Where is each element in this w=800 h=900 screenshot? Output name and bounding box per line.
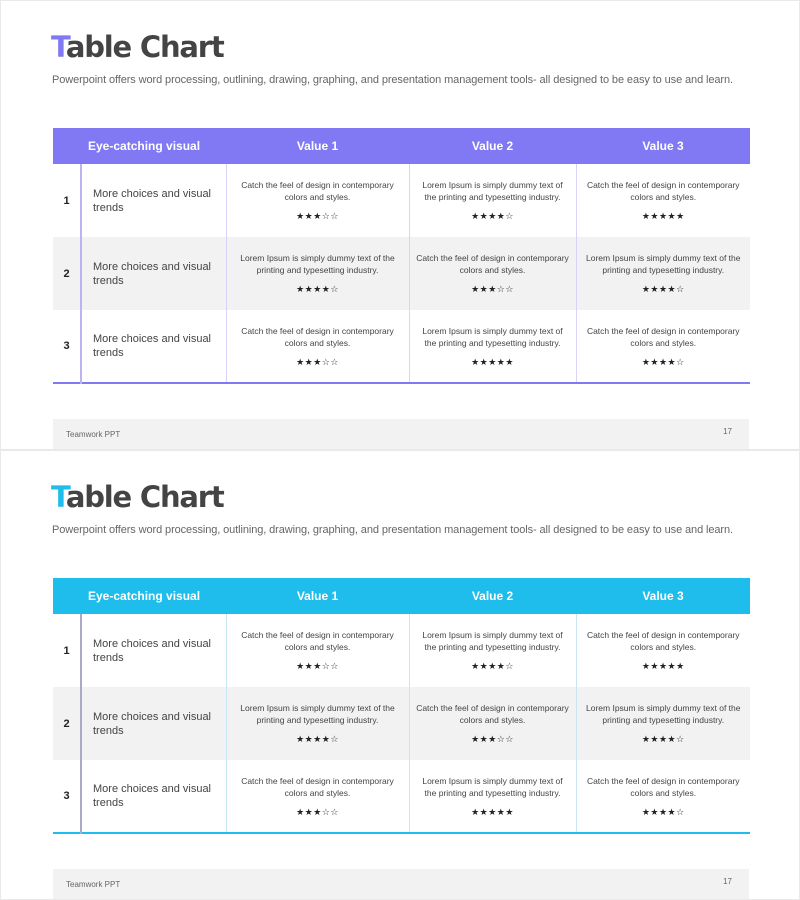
- cell-text: Catch the feel of design in contemporary colors and styles.: [416, 703, 569, 725]
- cell-text: Lorem Ipsum is simply dummy text of the printing and typesetting industry.: [586, 703, 741, 725]
- row-label: More choices and visual trends: [81, 310, 226, 383]
- value-cell: [409, 614, 576, 687]
- title-accent-letter: T: [51, 30, 66, 64]
- slide-1: [1, 1, 799, 449]
- star-rating: ★★★☆☆: [296, 357, 339, 368]
- cell-text: Catch the feel of design in contemporary colors and styles.: [241, 180, 394, 202]
- row-index: 3: [53, 310, 81, 383]
- star-rating: ★★★★☆: [641, 357, 685, 368]
- star-rating: ★★★★☆: [296, 735, 339, 745]
- star-rating: ★★★★★: [641, 662, 685, 672]
- star-rating: ★★★☆☆: [296, 212, 339, 222]
- header-index: [53, 128, 81, 164]
- star-rating: ★★★☆☆: [296, 807, 339, 818]
- star-rating: ★★★★★: [641, 212, 685, 222]
- star-rating: ★★★☆☆: [471, 735, 514, 745]
- cell-text: Lorem Ipsum is simply dummy text of the printing and typesetting industry.: [422, 775, 563, 798]
- cell-text: Lorem Ipsum is simply dummy text of the printing and typesetting industry.: [586, 253, 741, 275]
- cell-text: Lorem Ipsum is simply dummy text of the printing and typesetting industry.: [240, 703, 395, 725]
- header-value-3: Value 3: [576, 128, 750, 164]
- value-cell: [226, 237, 409, 310]
- table-row: [53, 687, 750, 760]
- header-value-1: Value 1: [226, 578, 409, 614]
- table-row: [53, 164, 750, 237]
- table-row: [53, 310, 750, 383]
- value-cell: [409, 310, 576, 383]
- value-cell: [226, 760, 409, 833]
- slide-subtitle: Powerpoint offers word processing, outlining, drawing, graphing, and presentation management tools- all designed to be easy to use and learn.: [52, 524, 733, 536]
- slide-title: [51, 29, 224, 65]
- star-rating: ★★★★☆: [296, 285, 339, 295]
- value-cell: [409, 237, 576, 310]
- cell-text: Catch the feel of design in contemporary colors and styles.: [586, 325, 740, 348]
- value-cell: [226, 164, 409, 237]
- star-rating: ★★★★☆: [641, 735, 685, 745]
- star-rating: ★★★★☆: [641, 807, 685, 818]
- value-cell: [576, 237, 750, 310]
- row-index: 3: [53, 760, 81, 833]
- slide-footer: [53, 419, 749, 449]
- cell-text: Catch the feel of design in contemporary colors and styles.: [241, 775, 394, 798]
- header-index: [53, 578, 81, 614]
- row-index: 2: [53, 687, 81, 760]
- slide-footer: [53, 869, 749, 899]
- row-label: More choices and visual trends: [81, 164, 226, 237]
- title-text: able Chart: [65, 480, 224, 514]
- cell-text: Lorem Ipsum is simply dummy text of the printing and typesetting industry.: [422, 325, 563, 348]
- row-label: More choices and visual trends: [81, 760, 226, 833]
- slide-title: [51, 479, 224, 515]
- row-index: 1: [53, 164, 81, 237]
- footer-brand: Teamwork PPT: [66, 430, 121, 439]
- value-cell: [576, 760, 750, 833]
- cell-text: Lorem Ipsum is simply dummy text of the printing and typesetting industry.: [422, 180, 563, 202]
- cell-text: Lorem Ipsum is simply dummy text of the printing and typesetting industry.: [240, 253, 395, 275]
- cell-text: Catch the feel of design in contemporary colors and styles.: [586, 630, 740, 652]
- page-number: 17: [723, 877, 732, 886]
- header-value-2: Value 2: [409, 128, 576, 164]
- cell-text: Catch the feel of design in contemporary colors and styles.: [241, 325, 394, 348]
- cell-text: Catch the feel of design in contemporary colors and styles.: [586, 775, 740, 798]
- cell-text: Catch the feel of design in contemporary colors and styles.: [241, 630, 394, 652]
- slide-2: [1, 451, 799, 899]
- footer-brand: Teamwork PPT: [66, 880, 121, 889]
- header-value-1: Value 1: [226, 128, 409, 164]
- cell-text: Catch the feel of design in contemporary colors and styles.: [416, 253, 569, 275]
- value-cell: [576, 310, 750, 383]
- table-row: [53, 237, 750, 310]
- header-eye-catching-visual: Eye-catching visual: [81, 578, 226, 614]
- row-index: 1: [53, 614, 81, 687]
- star-rating: ★★★★★: [471, 357, 514, 368]
- table-row: [53, 760, 750, 833]
- value-cell: [576, 614, 750, 687]
- value-cell: [226, 310, 409, 383]
- comparison-table: [53, 128, 750, 384]
- row-label: More choices and visual trends: [81, 237, 226, 310]
- star-rating: ★★★☆☆: [296, 662, 339, 672]
- comparison-table: [53, 578, 750, 834]
- row-label: More choices and visual trends: [81, 614, 226, 687]
- title-accent-letter: T: [51, 480, 66, 514]
- header-value-3: Value 3: [576, 578, 750, 614]
- table-header-row: [53, 128, 750, 164]
- star-rating: ★★★★★: [471, 807, 514, 818]
- table-header-row: [53, 578, 750, 614]
- value-cell: [576, 687, 750, 760]
- value-cell: [226, 614, 409, 687]
- star-rating: ★★★☆☆: [471, 285, 514, 295]
- star-rating: ★★★★☆: [641, 285, 685, 295]
- star-rating: ★★★★☆: [471, 662, 514, 672]
- value-cell: [576, 164, 750, 237]
- table-row: [53, 614, 750, 687]
- row-label: More choices and visual trends: [81, 687, 226, 760]
- value-cell: [409, 164, 576, 237]
- slide-subtitle: Powerpoint offers word processing, outlining, drawing, graphing, and presentation management tools- all designed to be easy to use and learn.: [52, 74, 733, 86]
- star-rating: ★★★★☆: [471, 212, 514, 222]
- value-cell: [409, 687, 576, 760]
- cell-text: Lorem Ipsum is simply dummy text of the printing and typesetting industry.: [422, 630, 563, 652]
- title-text: able Chart: [65, 30, 224, 64]
- header-eye-catching-visual: Eye-catching visual: [81, 128, 226, 164]
- page-number: 17: [723, 427, 732, 436]
- row-index: 2: [53, 237, 81, 310]
- value-cell: [226, 687, 409, 760]
- header-value-2: Value 2: [409, 578, 576, 614]
- value-cell: [409, 760, 576, 833]
- cell-text: Catch the feel of design in contemporary colors and styles.: [586, 180, 740, 202]
